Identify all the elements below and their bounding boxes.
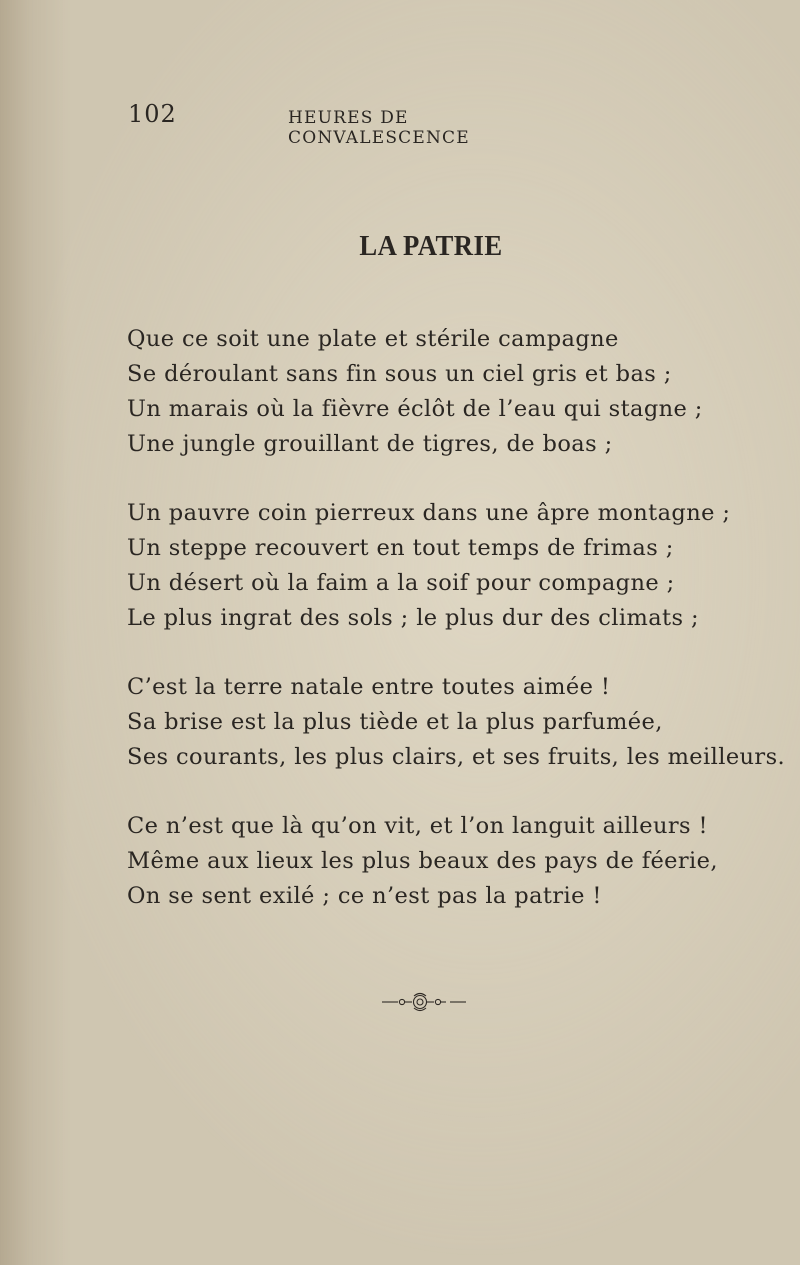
- verse-line: On se sent exilé ; ce n’est pas la patrie !: [127, 883, 602, 909]
- verse-line: Se déroulant sans fin sous un ciel gris et bas ;: [127, 361, 672, 387]
- verse-line: Même aux lieux les plus beaux des pays de féerie,: [127, 848, 718, 874]
- verse-line: Sa brise est la plus tiède et la plus parfumée,: [127, 709, 663, 735]
- verse-line: Un désert où la faim a la soif pour compagne ;: [127, 570, 675, 596]
- verse-line: Un marais où la fièvre éclôt de l’eau qui stagne ;: [127, 396, 703, 422]
- verse-line: Ses courants, les plus clairs, et ses fruits, les meilleurs.: [127, 744, 786, 770]
- running-title: HEURES DE CONVALESCENCE: [288, 108, 470, 148]
- stanza-2: [127, 496, 767, 636]
- verse-line: Le plus ingrat des sols ; le plus dur des climats ;: [127, 605, 699, 631]
- verse-line: Ce n’est que là qu’on vit, et l’on languit ailleurs !: [127, 813, 708, 839]
- stanza-3: [127, 670, 786, 775]
- verse-line: Un pauvre coin pierreux dans une âpre montagne ;: [127, 500, 731, 526]
- verse-line: Que ce soit une plate et stérile campagne: [127, 326, 619, 352]
- poem-title: LA PATRIE: [359, 230, 503, 262]
- stanza-1: [127, 322, 767, 462]
- running-head: [128, 100, 588, 148]
- page-number: 102: [128, 100, 177, 128]
- poem-body: [127, 322, 786, 914]
- fleuron-icon: [380, 990, 470, 1014]
- verse-line: Une jungle grouillant de tigres, de boas ;: [127, 431, 613, 457]
- verse-line: C’est la terre natale entre toutes aimée !: [127, 674, 611, 700]
- verse-line: Un steppe recouvert en tout temps de frimas ;: [127, 535, 674, 561]
- stanza-4: [127, 809, 767, 914]
